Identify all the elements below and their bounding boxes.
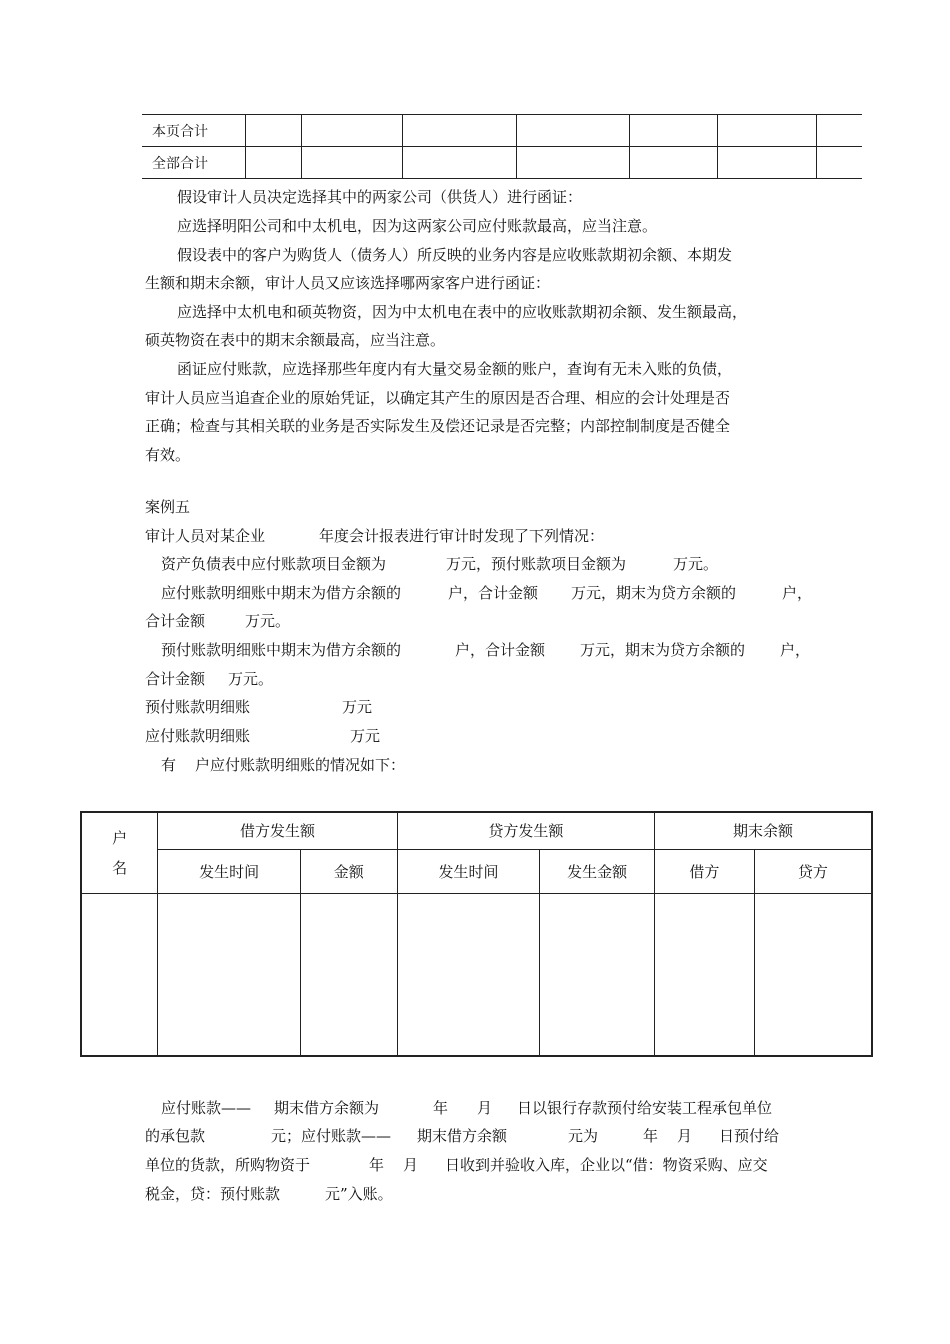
table-cell — [717, 147, 817, 179]
paragraph-line: 硕英物资在表中的期末余额最高，应当注意。 — [145, 331, 446, 349]
table-cell — [245, 115, 301, 147]
paragraph-line: 审计人员应当追查企业的原始凭证，以确定其产生的原因是否合理、相应的会计处理是否 — [145, 389, 731, 407]
bottom-text: 年 — [369, 1156, 385, 1174]
account-header-l1: 户 — [112, 829, 128, 847]
row-label-page-total: 本页合计 — [142, 115, 245, 147]
table-header-row — [81, 812, 872, 849]
debit-time-header: 发生时间 — [158, 849, 301, 893]
debit-amount-header: 金额 — [300, 849, 397, 893]
paragraph-line: 应选择明阳公司和中太机电，因为这两家公司应付账款最高，应当注意。 — [177, 217, 658, 235]
account-header-l2: 名 — [112, 859, 128, 877]
case-text: 户应付账款明细账的情况如下： — [195, 756, 406, 774]
table-row — [142, 147, 862, 179]
bottom-text: 期末借方余额 — [417, 1127, 508, 1145]
bottom-text: 日收到并验收入库，企业以“借：物资采购、应交 — [445, 1156, 768, 1174]
table-cell — [540, 893, 655, 1056]
case-text: 万元，预付账款项目金额为 — [446, 555, 627, 573]
credit-time-header: 发生时间 — [397, 849, 540, 893]
ending-credit-header: 贷方 — [754, 849, 872, 893]
bottom-text: 年 — [643, 1127, 659, 1145]
bottom-text: 月 — [477, 1099, 493, 1117]
case-text: 万元 — [350, 727, 381, 745]
paragraph-line: 应选择中太机电和硕英物资，因为中太机电在表中的应收账款期初余额、发生额最高， — [177, 303, 748, 321]
table-header-row — [81, 849, 872, 893]
paragraph-line: 有效。 — [145, 446, 191, 464]
account-header — [81, 812, 158, 893]
bottom-text: 税金，贷：预付账款 元”入账。 — [145, 1185, 393, 1203]
table-cell — [402, 147, 516, 179]
table-cell — [301, 147, 402, 179]
table-cell — [245, 147, 301, 179]
bottom-text: 单位的货款，所购物资于 — [145, 1156, 311, 1174]
case-text: 资产负债表中应付账款项目金额为 — [161, 555, 387, 573]
table-cell — [516, 115, 629, 147]
summary-table — [142, 114, 862, 179]
case-text: 合计金额 — [145, 670, 206, 688]
paragraph-line: 正确；检查与其相关联的业务是否实际发生及偿还记录是否完整；内部控制制度是否健全 — [145, 417, 731, 435]
case-text: 户，合计金额 — [448, 584, 539, 602]
case-text: 万元，期末为贷方余额的 — [580, 641, 746, 659]
bottom-text: 日以银行存款预付给安装工程承包单位 — [517, 1099, 773, 1117]
paragraph-line: 生额和期末余额，审计人员又应该选择哪两家客户进行函证： — [145, 274, 551, 292]
bottom-text: 元；应付账款—— — [271, 1127, 392, 1145]
ledger-table — [80, 811, 873, 1057]
table-cell — [81, 893, 158, 1056]
table-cell — [655, 893, 755, 1056]
case-title: 案例五 — [145, 498, 191, 516]
case-text: 户， — [780, 641, 811, 659]
table-cell — [300, 893, 397, 1056]
credit-amount-header: 发生金额 — [540, 849, 655, 893]
case-text: 万元。 — [245, 612, 291, 630]
bottom-text: 月 — [403, 1156, 419, 1174]
case-intro-a: 审计人员对某企业 — [145, 527, 266, 545]
case-text: 万元 — [342, 698, 373, 716]
table-cell — [397, 893, 540, 1056]
bottom-text: 元为 — [568, 1127, 599, 1145]
row-label-grand-total: 全部合计 — [142, 147, 245, 179]
case-text: 万元，期末为贷方余额的 — [571, 584, 737, 602]
table-cell — [717, 115, 817, 147]
ending-balance-header: 期末余额 — [655, 812, 872, 849]
debit-header: 借方发生额 — [158, 812, 397, 849]
table-cell — [629, 147, 717, 179]
case-text: 应付账款明细账 — [145, 727, 251, 745]
bottom-text: 应付账款—— — [161, 1099, 252, 1117]
case-text: 预付账款明细账 — [145, 698, 251, 716]
case-text: 万元。 — [228, 670, 274, 688]
case-text: 户， — [782, 584, 813, 602]
table-cell — [516, 147, 629, 179]
table-cell — [158, 893, 301, 1056]
paragraph-line: 假设审计人员决定选择其中的两家公司（供货人）进行函证： — [177, 188, 583, 206]
ending-debit-header: 借方 — [655, 849, 755, 893]
bottom-text: 年 — [433, 1099, 449, 1117]
case-text: 合计金额 — [145, 612, 206, 630]
case-text: 预付账款明细账中期末为借方余额的 — [161, 641, 402, 659]
case-text: 有 — [161, 756, 177, 774]
paragraph-line: 假设表中的客户为购货人（债务人）所反映的业务内容是应收账款期初余额、本期发 — [177, 246, 733, 264]
table-cell — [301, 115, 402, 147]
case-text: 应付账款明细账中期末为借方余额的 — [161, 584, 402, 602]
table-cell — [754, 893, 872, 1056]
bottom-text: 期末借方余额为 — [274, 1099, 380, 1117]
bottom-text: 日预付给 — [719, 1127, 780, 1145]
table-cell — [817, 147, 862, 179]
case-text: 户，合计金额 — [455, 641, 546, 659]
case-text: 万元。 — [673, 555, 719, 573]
table-row — [142, 115, 862, 147]
table-cell — [817, 115, 862, 147]
table-row — [81, 893, 872, 1056]
credit-header: 贷方发生额 — [397, 812, 654, 849]
table-cell — [402, 115, 516, 147]
case-intro-b: 年度会计报表进行审计时发现了下列情况： — [319, 527, 605, 545]
table-cell — [629, 115, 717, 147]
bottom-text: 的承包款 — [145, 1127, 206, 1145]
paragraph-line: 函证应付账款，应选择那些年度内有大量交易金额的账户，查询有无未入账的负债， — [177, 360, 733, 378]
bottom-text: 月 — [677, 1127, 693, 1145]
